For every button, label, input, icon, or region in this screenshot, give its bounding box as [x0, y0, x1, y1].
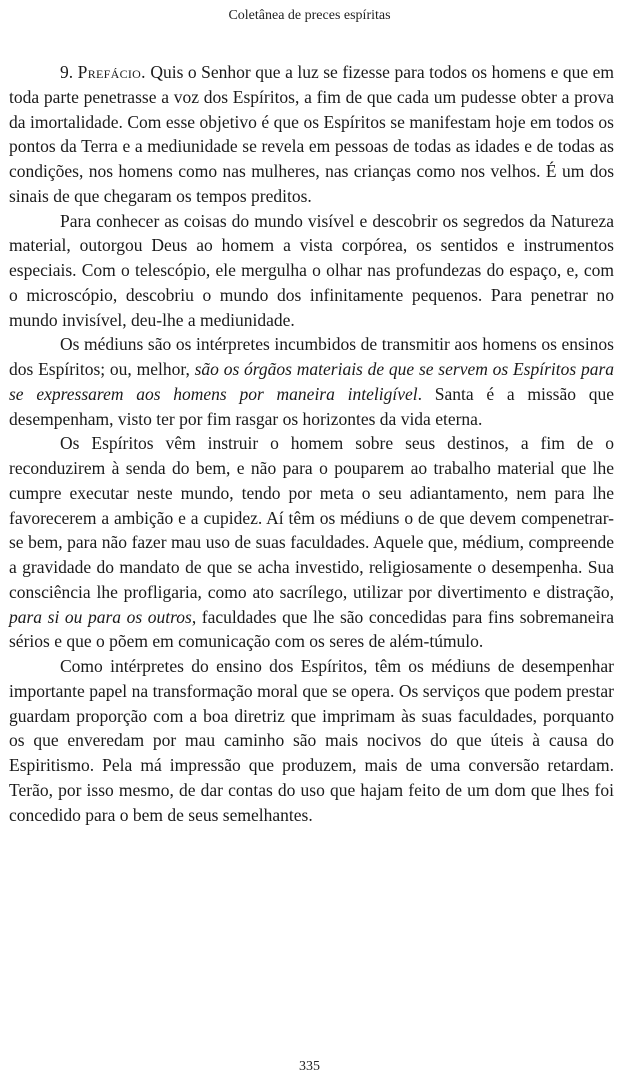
- paragraph-4-emphasis: para si ou para os outros: [9, 606, 192, 627]
- body-text: [9, 60, 614, 827]
- paragraph-5: Como intérpretes do ensino dos Espíritos, têm os médiuns de desempenhar importante papel na transformação moral que se opera. Os serviços que podem prestar guardam proporção com a boa diretriz que imprimam às suas faculdades, porquanto os que enveredam por mau caminho são mais nocivos do que úteis à causa do Espiritismo. Pela má impressão que produzem, mais de uma conversão retardam. Terão, por isso mesmo, de dar contas do uso que hajam feito de um dom que lhes foi concedido para o bem de seus semelhantes.: [9, 656, 614, 825]
- section-number: 9.: [60, 62, 74, 82]
- paragraph-2: Para conhecer as coisas do mundo visível e descobrir os segredos da Natureza material, outorgou Deus ao homem a vista corpórea, os sentidos e instrumentos especiais. Com o telescópio, ele mergulha o olhar nas profundezas do espaço, e, com o microscópio, descobriu o mundo dos infinitamente pequenos. Para penetrar no mundo invisível, deu-lhe a mediunidade.: [9, 210, 614, 330]
- paragraph-1: [9, 60, 614, 209]
- paragraph-1-text: Quis o Senhor que a luz se fizesse para todos os homens e que em toda parte penetrasse a voz dos Espíritos, a fim de que cada um pudesse obter a prova da imortalidade. Com esse objetivo é que os Espíritos se manifestam hoje em todos os pontos da Terra e a mediunidade se revela em pessoas de todas as idades e de todas as condições, nos homens como nas mulheres, nas crianças como nos velhos. É um dos sinais de que chegaram os tempos preditos.: [9, 62, 615, 206]
- paragraph-3-emphasis: são os órgãos materiais de que se servem os Espíritos para se expressarem aos homens por maneira inteligível: [9, 359, 615, 404]
- paragraph-3: [9, 332, 614, 431]
- paragraph-4-text-start: Os Espíritos vêm instruir o homem sobre seus destinos, a fim de o reconduzirem à senda do bem, e não para o pouparem ao trabalho material que lhe cumpre executar neste mundo, tendo por meta o seu adiantamento, nem para lhe favorecerem a ambição e a cupidez. Aí têm os médiuns o de que devem compenetrar-se bem, para não fazer mau uso de suas faculdades. Aquele que, médium, compreende a gravidade do mandato de que se acha investido, religiosamente o desempenha. Sua consciência lhe profligaria, como ato sacrílego, utilizar por divertimento e distração,: [9, 433, 614, 602]
- section-title: Prefácio.: [77, 62, 146, 82]
- running-head: Coletânea de preces espíritas: [228, 8, 391, 23]
- paragraph-4: [9, 431, 614, 654]
- paragraph-3-text-start: Os médiuns são os intérpretes incumbidos de transmitir aos homens os ensinos dos Espíritos; ou, melhor,: [9, 334, 614, 379]
- paragraph-4-text-end: , faculdades que lhe são concedidas para fins sobremaneira sérios e que o põem em comunicação com os seres de além-túmulo.: [9, 606, 614, 652]
- paragraph-3-text-end: . Santa é a missão que desempenham, visto ter por fim rasgar os horizontes da vida eterna.: [9, 383, 614, 429]
- page-number: 335: [299, 1059, 320, 1074]
